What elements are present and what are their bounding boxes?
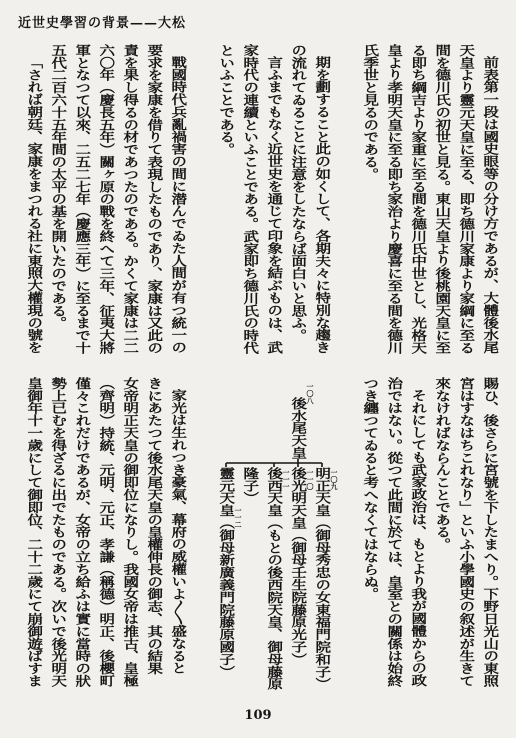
lower-text-block <box>22 377 502 689</box>
text-line: （齊明）持統、元明、元正、孝謙（稱德）明正、後櫻町 <box>97 377 116 687</box>
running-head: 近世史學習の背景——大松 <box>18 16 187 31</box>
reign-number: 一一〇 <box>306 469 315 490</box>
text-line: 皇御年十一歲にして御即位、二十二歲にて崩御遊ばすま <box>25 377 44 687</box>
text-line: 前表第一段は國史眼等の分け方であるが、大體後水尾 <box>481 56 500 354</box>
reign-number: 一〇九 <box>330 469 339 490</box>
text-line: 責を果し得るの材であつたのである。かくて家康は二二 <box>121 44 140 354</box>
upper-text-block <box>22 44 502 356</box>
child-emperor-entry: 靈元天皇（御母新廣義門院藤原國子） <box>217 467 236 678</box>
text-line: 宮はすなはちこれなり」といふ小學國史の叙述が生きて <box>457 377 476 687</box>
text-line: 五代二百六十五年間の太平の基を開いたのである。 <box>49 44 68 330</box>
text-line: 來なければならんことである。 <box>433 377 452 551</box>
text-line: 家時代の連續といふことである。武家即ち德川氏の時代 <box>241 44 260 354</box>
text-line: 治ではない。從つて此間に於ては、皇室との關係は始終 <box>385 377 404 687</box>
text-line: つき纏つてゐると考へなくてはならぬ。 <box>361 377 380 601</box>
text-line: 女帝明正天皇の御即位になりし。我國女帝は推古、皇極 <box>121 377 140 687</box>
text-line: それにしても武家政治は、もとより我が國體からの政 <box>409 389 428 687</box>
text-line: 戰國時代兵亂禍害の間に潜んでゐた人間が有つ統一の <box>169 56 188 354</box>
text-line: 天皇より靈元天皇に至る、即ち德川家康より家綱に至る <box>457 44 476 354</box>
text-line: 要求を家康を借りて表現したものであり、家康は又此の <box>145 44 164 354</box>
reign-number: 一一一 <box>282 469 291 490</box>
text-line: 六〇年（慶長五年）關ヶ原の戰を終へて三年、征夷大將 <box>97 44 116 354</box>
text-line: 軍となつて以來、二五二七年（慶應三年）に至るまで十 <box>73 44 92 354</box>
text-line: 勢上已むを得ざるに出でたものである。次いで後光明天 <box>49 377 68 687</box>
parent-emperor-name: 後水尾天皇 <box>289 397 308 459</box>
child-emperor-entry: 明正天皇（御母秀忠の女東福門院和子） <box>313 467 332 691</box>
text-line: きにあたつて後水尾天皇の皇權伸長の御志、其の結果 <box>145 377 164 675</box>
child-emperor-entry: 後西天皇（もとの後西院天皇、御母藤原 <box>265 467 284 691</box>
child-emperor-entry-continuation: 隆子） <box>241 467 260 505</box>
reign-number: 一一二 <box>234 507 243 528</box>
text-line: 期を劃すること此の如くして、各期夫々に特別な趨き <box>313 56 332 354</box>
text-line: る即ち綱吉より家重に至る間を德川氏中世とし、光格天 <box>409 44 428 354</box>
imperial-genealogy-chart <box>190 377 358 689</box>
text-line: 皇より孝明天皇に至る即ち家治より慶喜に至る間を德川 <box>385 44 404 354</box>
text-line: 「されば朝廷、家康をまつれる社に東照大權現の號を <box>25 56 44 354</box>
child-emperor-entry: 後光明天皇（御母壬生院藤原光子） <box>289 467 308 666</box>
text-line: といふことである。 <box>217 44 236 156</box>
text-line: 家光は生れつき豪氣、幕府の威權いよ〳〵盛なると <box>169 389 188 675</box>
text-line: 賜ひ、後さらに宮號を下したまへり。下野日光山の東照 <box>481 377 500 687</box>
text-line: 僅々これだけであるが、女帝の立ち給ふは實に當時の狀 <box>73 377 92 687</box>
text-line: 氏季世と見るのである。 <box>361 44 380 181</box>
text-line: の流れてゐることに注意をしたならば面白いと思ふ。 <box>289 44 308 342</box>
text-line: 間を德川氏の初世と見る。東山天皇より後桃園天皇に至 <box>433 44 452 354</box>
text-line: 言ふまでもなく近世史を通じて印象を結ぶものは、武 <box>265 56 284 354</box>
page-number: 109 <box>244 708 272 723</box>
reign-number: 一〇八 <box>306 383 315 404</box>
